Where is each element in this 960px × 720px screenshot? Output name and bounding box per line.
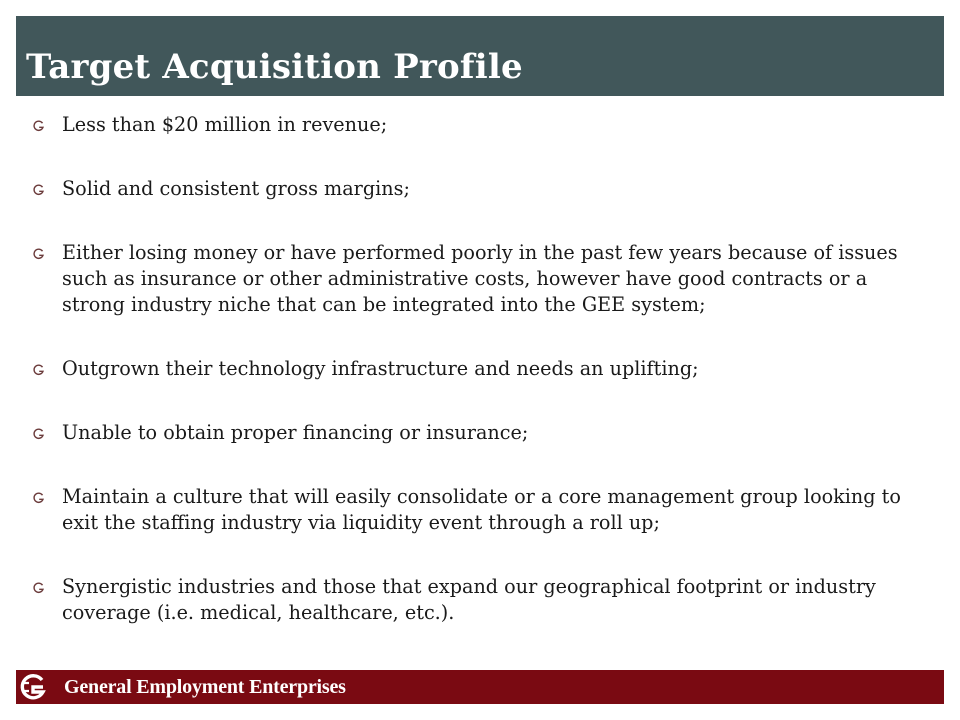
bullet-icon <box>32 491 45 504</box>
bullet-text: Less than $20 million in revenue; <box>62 113 388 136</box>
bullet-text: Unable to obtain proper financing or insurance; <box>62 421 529 444</box>
bullet-text: Solid and consistent gross margins; <box>62 177 410 200</box>
bullet-icon <box>32 427 45 440</box>
list-item <box>30 240 920 318</box>
bullet-text: Synergistic industries and those that expand our geographical footprint or industry coverage (i.e. medical, healthcare, etc.). <box>62 575 876 624</box>
ge-logo-icon <box>18 672 48 702</box>
bullet-text: Either losing money or have performed poorly in the past few years because of issues such as insurance or other administrative costs, however have good contracts or a strong industry niche that can be integrated into the GEE system; <box>62 241 898 316</box>
list-item <box>30 484 920 536</box>
list-item <box>30 574 920 626</box>
footer-bar <box>16 670 944 704</box>
list-item <box>30 420 920 446</box>
list-item <box>30 112 920 138</box>
title-bar <box>16 16 944 96</box>
bullet-icon <box>32 247 45 260</box>
list-item <box>30 356 920 382</box>
bullet-list <box>30 112 920 664</box>
page-title: Target Acquisition Profile <box>26 47 523 87</box>
list-item <box>30 176 920 202</box>
bullet-icon <box>32 119 45 132</box>
bullet-text: Maintain a culture that will easily consolidate or a core management group looking to exit the staffing industry via liquidity event through a roll up; <box>62 485 901 534</box>
bullet-icon <box>32 363 45 376</box>
company-name: General Employment Enterprises <box>64 676 346 698</box>
bullet-icon <box>32 183 45 196</box>
bullet-icon <box>32 581 45 594</box>
bullet-text: Outgrown their technology infrastructure and needs an uplifting; <box>62 357 699 380</box>
